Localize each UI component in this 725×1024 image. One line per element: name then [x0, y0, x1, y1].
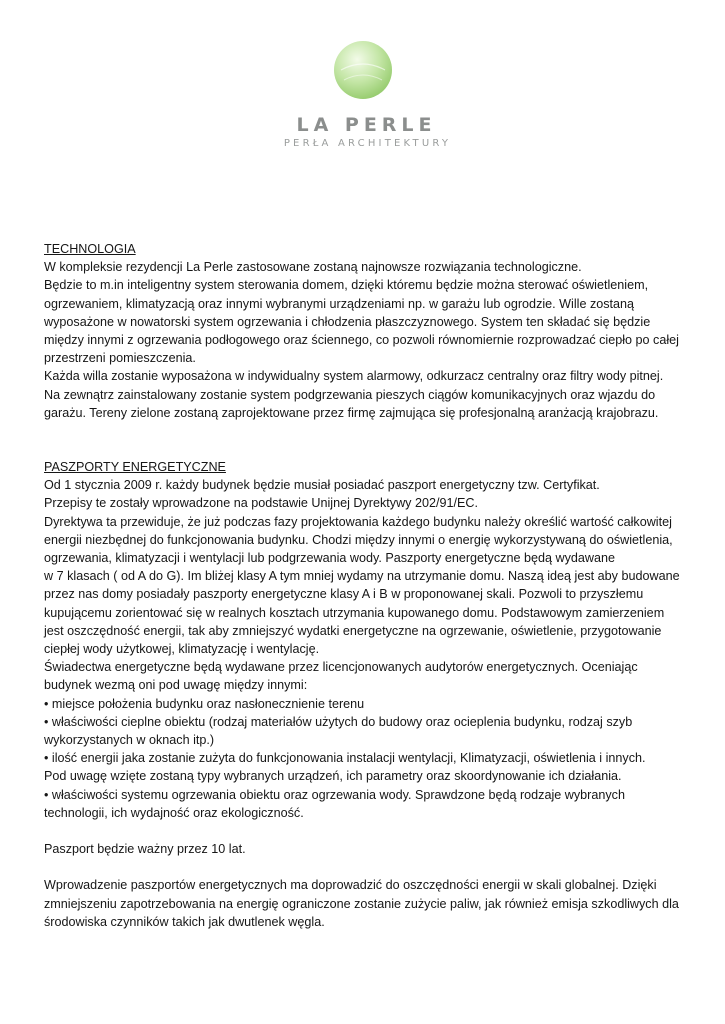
- section-heading-technologia: TECHNOLOGIA: [44, 242, 136, 256]
- text-line: budynek wezmą oni pod uwagę między innymi:: [44, 678, 308, 693]
- list-item: • ilość energii jaka zostanie zużyta do funkcjonowania instalacji wentylacji, Klimatyzacji, oświetlenia i innych.: [44, 751, 646, 766]
- list-item: • miejsce położenia budynku oraz nasłonecznienie terenu: [44, 696, 365, 711]
- text-line: Przepisy te zostały wprowadzone na podstawie Unijnej Dyrektywy 202/91/EC.: [44, 496, 478, 511]
- text-line: Wprowadzenie paszportów energetycznych ma doprowadzić do oszczędności energii w skali globalnej. Dzięki: [44, 878, 657, 893]
- text-line: wyposażone w nowatorski system ogrzewania i chłodzenia płaszczyznowego. System ten składać się będzie: [44, 314, 651, 329]
- brand-tagline: PERŁA ARCHITEKTURY: [283, 138, 452, 149]
- text-line: zmniejszeniu zapotrzebowania na energię ograniczone zostanie zużycie paliw, jak również emisja szkodliwych dla: [44, 896, 679, 911]
- text-line: wykorzystanych w oknach itp.): [44, 733, 215, 748]
- text-line: Pod uwagę wzięte zostaną typy wybranych urządzeń, ich parametry oraz skoordynowanie ich działania.: [44, 769, 622, 784]
- validity-statement: Paszport będzie ważny przez 10 lat.: [44, 842, 246, 857]
- text-line: technologii, ich wydajność oraz ekologiczność.: [44, 805, 304, 820]
- section-paszporty-text: [44, 476, 690, 822]
- text-line: przestrzeni pomieszczenia.: [44, 351, 196, 366]
- text-line: Każda willa zostanie wyposażona w indywidualny system alarmowy, odkurzacz centralny oraz filtry wody pitnej.: [44, 369, 664, 384]
- text-line: energii niezbędnej do funkcjonowania budynku. Chodzi między innymi o energię wykorzystywaną do oświetlenia,: [44, 532, 673, 547]
- text-line: ciepłej wody użytkowej, klimatyzację i wentylację.: [44, 642, 320, 657]
- text-line: między innymi z ogrzewania podłogowego oraz ściennego, co pozwoli równomiernie rozprowadzać ciepło po całej: [44, 333, 679, 348]
- text-line: W kompleksie rezydencji La Perle zastosowane zostaną najnowsze rozwiązania technologiczne.: [44, 260, 582, 275]
- list-item: • właściwości systemu ogrzewania obiektu oraz ogrzewania wody. Sprawdzone będą rodzaje wybranych: [44, 787, 625, 802]
- closing-paragraph: [44, 876, 690, 931]
- logo: [0, 40, 725, 149]
- text-line: Od 1 stycznia 2009 r. każdy budynek będzie musiał posiadać paszport energetyczny tzw. Certyfikat.: [44, 478, 600, 493]
- text-line: ogrzewaniem, klimatyzacją oraz innymi wybranymi urządzeniami np. w garażu lub ogrodzie. Wille zostaną: [44, 296, 635, 311]
- section-technologia-text: [44, 258, 690, 422]
- list-item: • właściwości cieplne obiektu (rodzaj materiałów użytych do budowy oraz ocieplenia budynku, rodzaj szyb: [44, 714, 633, 729]
- text-line: przez nas domy posiadały paszporty energetyczne klasy A i B w proponowanej skali. Pozwoli to przyszłemu: [44, 587, 644, 602]
- text-line: Świadectwa energetyczne będą wydawane przez licencjonowanych audytorów energetycznych. Oceniając: [44, 660, 638, 675]
- text-line: środowiska czynników takich jak dwutlenek węgla.: [44, 914, 325, 929]
- text-line: Będzie to m.in inteligentny system sterowania domem, dzięki któremu będzie można sterować oświetleniem,: [44, 278, 649, 293]
- text-line: Na zewnątrz zainstalowany zostanie system podgrzewania pieszych ciągów komunikacyjnych oraz wjazdu do: [44, 387, 656, 402]
- text-line: w 7 klasach ( od A do G). Im bliżej klasy A tym mniej wydamy na utrzymanie domu. Naszą ideą jest aby budowane: [44, 569, 680, 584]
- section-heading-paszporty: PASZPORTY ENERGETYCZNE: [44, 460, 226, 475]
- pearl-icon: [333, 40, 393, 100]
- text-line: ogrzewania, klimatyzacji i wentylacji lub podgrzewania wody. Paszporty energetyczne będą wydawane: [44, 551, 615, 566]
- document-body: [44, 240, 690, 931]
- text-line: Dyrektywa ta przewiduje, że już podczas fazy projektowania każdego budynku należy określić wartość całkowitej: [44, 514, 672, 529]
- brand-name: LA PERLE: [296, 114, 437, 136]
- text-line: kupującemu zorientować się w realnych kosztach utrzymania kupowanego domu. Podstawowym zamierzeniem: [44, 605, 665, 620]
- text-line: jest oszczędność energii, tak aby zmniejszyć wydatki energetyczne na ogrzewanie, oświetlenie, przygotowanie: [44, 623, 662, 638]
- text-line: garażu. Tereny zielone zostaną zaprojektowane przez firmę zajmująca się profesjonalną aranżacją krajobrazu.: [44, 405, 659, 420]
